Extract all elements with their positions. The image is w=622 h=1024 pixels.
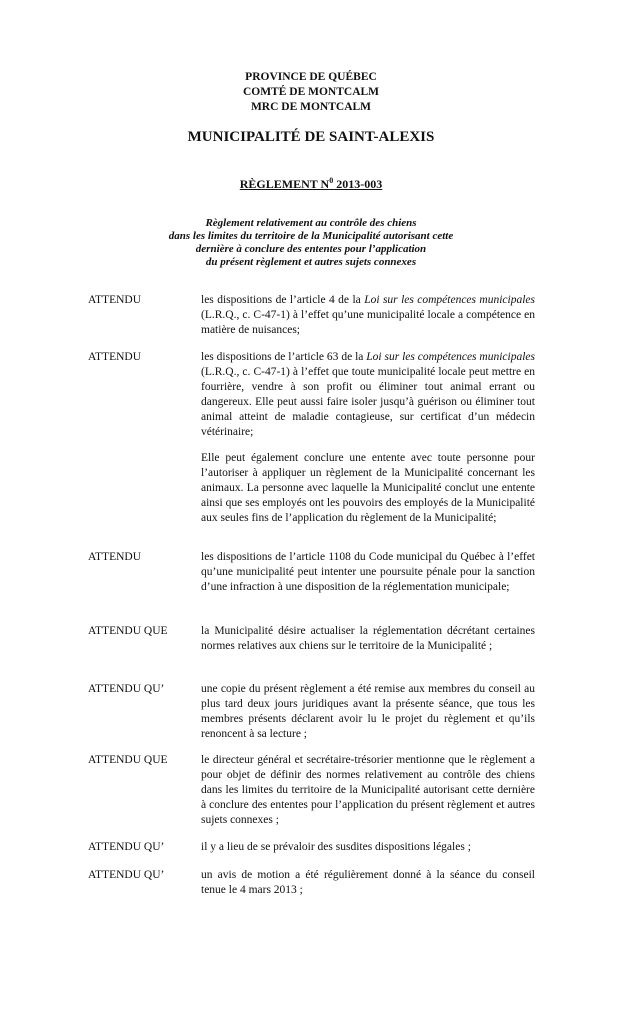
reglement-number [0,176,622,192]
clause-label: ATTENDU QU’ [88,869,165,881]
clause-label: ATTENDU QUE [88,625,168,637]
municipality-title: MUNICIPALITÉ DE SAINT-ALEXIS [187,129,435,145]
clause-text: un avis de motion a été régulièrement donné à la séance du conseil tenue le 4 mars 2013 ; [201,869,535,896]
mrc-heading: MRC DE MONTCALM [250,101,372,113]
reglement-digits: 2013-003 [333,177,383,191]
clause-text: une copie du présent règlement a été remise aux membres du conseil au plus tard deux jours juridiques avant la présente séance, que tous les membres présents déclarent avoir lu le projet du règlement et qu’ils renoncent à sa lecture ; [201,683,535,740]
clause-text: les dispositions de l’article 4 de la Loi sur les compétences municipales (L.R.Q., c. C-47-1) à l’effet qu’une municipalité locale a compétence en matière de nuisances; [201,294,536,336]
clause-text: les dispositions de l’article 63 de la Loi sur les compétences municipales (L.R.Q., c. C-47-1) à l’effet que toute municipalité locale peut mettre en fourrière, vendre à son profit ou éliminer tout animal errant ou dangereux. Elle peut aussi faire isoler jusqu’à guérison ou éliminer tout animal atteint de maladie contagieuse, sur certificat d’un médecin vétérinaire; [201,351,535,438]
subject-line-1: Règlement relativement au contrôle des chiens [205,217,417,229]
clause-label: ATTENDU QU’ [88,683,165,695]
subject-line-3: dernière à conclure des ententes pour l’application [195,243,427,255]
clause-label: ATTENDU QUE [88,754,168,766]
clause-text: les dispositions de l’article 1108 du Code municipal du Québec à l’effet qu’une municipalité peut intenter une poursuite pénale pour la sanction d’une infraction à une disposition de la réglementation municipale; [201,551,535,593]
clause-text: il y a lieu de se prévaloir des susdites dispositions légales ; [201,841,471,853]
clause-label: ATTENDU QU’ [88,841,165,853]
clause-label: ATTENDU [88,551,142,563]
clause-label: ATTENDU [88,351,142,363]
clause-text: Elle peut également conclure une entente avec toute personne pour l’autoriser à appliquer un règlement de la Municipalité concernant les animaux. La personne avec laquelle la Municipalité conclut une entente ainsi que ses employés ont les pouvoirs des employés de la Municipalité aux seules fins de l’application du règlement de la Municipalité; [201,452,535,524]
reglement-prefix: RÈGLEMENT N [239,177,330,191]
reglement-superscript: 0 [329,176,334,185]
subject-line-4: du présent règlement et autres sujets connexes [205,256,417,268]
clause-label: ATTENDU [88,294,142,306]
clause-text: le directeur général et secrétaire-trésorier mentionne que le règlement a pour objet de définir des normes relativement au contrôle des chiens dans les limites du territoire de la Municipalité autorisant cette dernière à conclure des ententes pour l’application du présent règlement et autres sujets connexes ; [201,754,535,826]
province-heading: PROVINCE DE QUÉBEC [245,71,377,83]
clause-text: la Municipalité désire actualiser la réglementation décrétant certaines normes relatives aux chiens sur le territoire de la Municipalité ; [201,625,535,652]
subject-line-2: dans les limites du territoire de la Municipalité autorisant cette [168,230,454,242]
county-heading: COMTÉ DE MONTCALM [242,86,380,98]
